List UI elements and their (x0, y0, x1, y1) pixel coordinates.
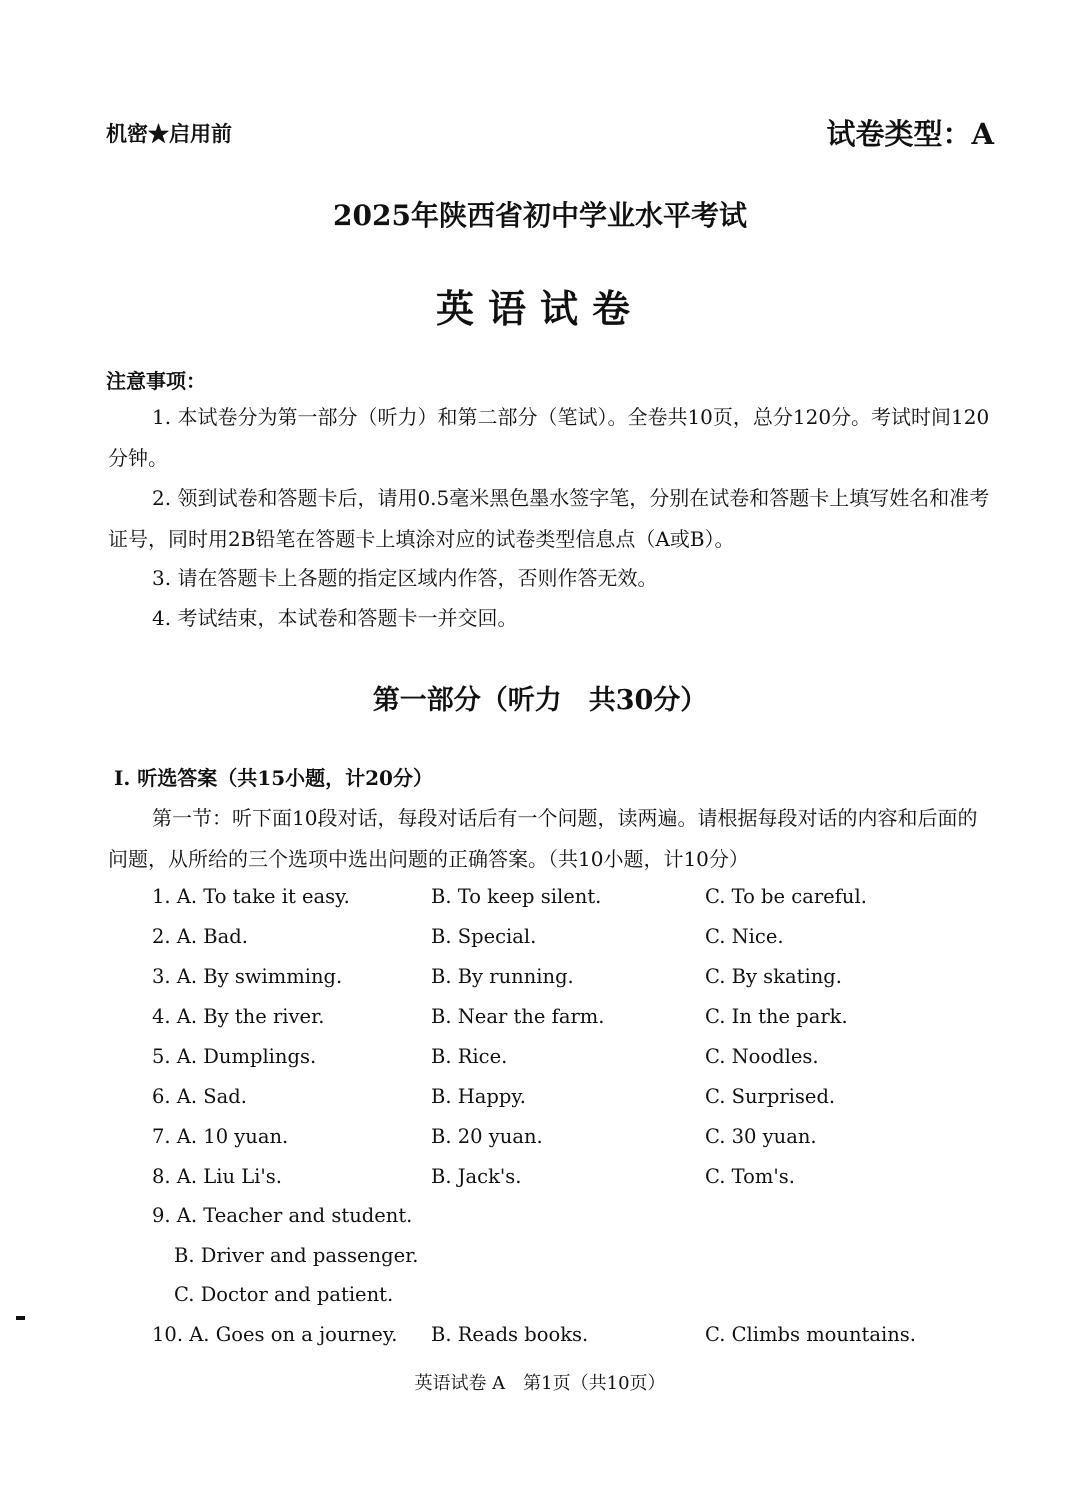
subject-title: 英语试卷 (435, 286, 644, 331)
question-10-option-b: B. Reads books. (431, 1323, 589, 1346)
question-option-a: 4. A. By the river. (152, 1005, 325, 1028)
question-option-c: C. Surprised. (705, 1085, 836, 1108)
scan-mark (16, 1316, 25, 1320)
question-9-option-c: C. Doctor and patient. (174, 1283, 394, 1306)
note-item-4 (108, 598, 996, 639)
question-row (0, 1125, 1080, 1165)
section-intro: 第一节：听下面10段对话，每段对话后有一个问题，读两遍。请根据每段对话的内容和后面的问题，从所给的三个选项中选出问题的正确答案。（共10小题，计10分） (108, 806, 978, 871)
question-option-c: C. In the park. (705, 1005, 848, 1028)
question-row (0, 1045, 1080, 1085)
question-option-b: B. Rice. (431, 1045, 508, 1068)
note-item-2-text: 2. 领到试卷和答题卡后，请用0.5毫米黑色墨水签字笔，分别在试卷和答题卡上填写姓名和准考证号，同时用2B铅笔在答题卡上填涂对应的试卷类型信息点（A或B）。 (108, 486, 990, 551)
paper-type-label: 试卷类型：A (826, 117, 994, 151)
page-footer: 英语试卷 A 第1页（共10页） (414, 1373, 666, 1394)
question-10-option-a: 10. A. Goes on a journey. (152, 1323, 398, 1346)
question-9-row-c (0, 1283, 1080, 1323)
question-option-b: B. Happy. (431, 1085, 526, 1108)
note-item-1 (108, 397, 996, 479)
note-item-4-text: 4. 考试结束，本试卷和答题卡一并交回。 (152, 606, 518, 630)
question-10-row (0, 1323, 1080, 1363)
question-option-c: C. 30 yuan. (705, 1125, 817, 1148)
question-row (0, 1165, 1080, 1205)
note-item-1-text: 1. 本试卷分为第一部分（听力）和第二部分（笔试）。全卷共10页，总分120分。考试时间120分钟。 (108, 405, 990, 470)
question-row (0, 1005, 1080, 1045)
question-option-b: B. Special. (431, 925, 537, 948)
question-9-option-a: 9. A. Teacher and student. (152, 1204, 413, 1227)
note-item-3-text: 3. 请在答题卡上各题的指定区域内作答，否则作答无效。 (152, 566, 658, 590)
question-option-c: C. Nice. (705, 925, 784, 948)
question-10-option-c: C. Climbs mountains. (705, 1323, 917, 1346)
question-option-a: 1. A. To take it easy. (152, 885, 350, 908)
question-row (0, 965, 1080, 1005)
question-option-b: B. Jack's. (431, 1165, 522, 1188)
question-row (0, 1085, 1080, 1125)
question-9-option-b: B. Driver and passenger. (174, 1244, 419, 1267)
question-option-a: 6. A. Sad. (152, 1085, 247, 1108)
question-option-b: B. Near the farm. (431, 1005, 605, 1028)
part-title: 第一部分（听力 共30分） (372, 685, 708, 716)
question-row (0, 885, 1080, 925)
confidential-label: 机密★启用前 (106, 121, 232, 146)
note-item-2 (108, 478, 996, 560)
question-option-a: 2. A. Bad. (152, 925, 248, 948)
section-heading: Ⅰ. 听选答案（共15小题，计20分） (114, 766, 433, 790)
question-option-c: C. Tom's. (705, 1165, 795, 1188)
question-option-a: 3. A. By swimming. (152, 965, 343, 988)
question-9-row-a (0, 1204, 1080, 1244)
exam-title: 2025年陕西省初中学业水平考试 (333, 199, 747, 232)
question-option-c: C. To be careful. (705, 885, 867, 908)
question-row (0, 925, 1080, 965)
notes-heading: 注意事项： (106, 369, 206, 393)
question-9-row-b (0, 1244, 1080, 1284)
question-option-a: 7. A. 10 yuan. (152, 1125, 289, 1148)
question-option-a: 5. A. Dumplings. (152, 1045, 317, 1068)
note-item-3 (108, 558, 996, 599)
question-option-a: 8. A. Liu Li's. (152, 1165, 282, 1188)
question-option-b: B. To keep silent. (431, 885, 602, 908)
question-option-c: C. Noodles. (705, 1045, 819, 1068)
question-option-b: B. By running. (431, 965, 574, 988)
question-option-c: C. By skating. (705, 965, 842, 988)
question-option-b: B. 20 yuan. (431, 1125, 543, 1148)
